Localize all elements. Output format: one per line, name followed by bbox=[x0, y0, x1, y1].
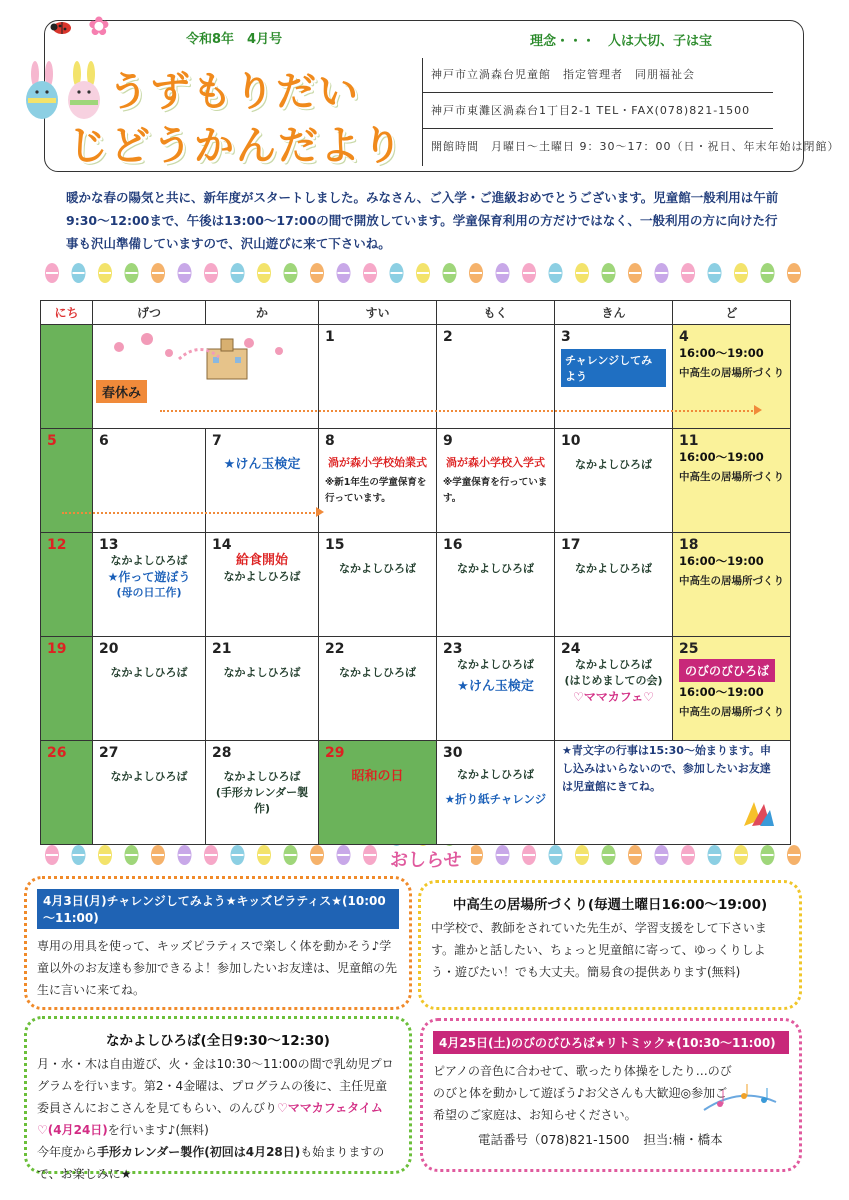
flower-icon: ✿ bbox=[88, 12, 110, 42]
day-cell bbox=[673, 325, 791, 429]
event-label: ★けん玉検定 bbox=[223, 457, 301, 472]
day-cell bbox=[206, 429, 319, 533]
event-label: なかよしひろば bbox=[575, 458, 652, 471]
day-number: 13 bbox=[99, 537, 119, 553]
day-cell bbox=[206, 637, 319, 741]
event-time: 16:00～19:00 bbox=[679, 346, 764, 360]
easter-egg-border bbox=[40, 262, 810, 284]
notices-title: おしらせ bbox=[380, 846, 471, 872]
spring-break-arrow bbox=[62, 512, 318, 514]
day-cell bbox=[206, 533, 319, 637]
day-number: 10 bbox=[561, 433, 581, 449]
event-time: 16:00～19:00 bbox=[679, 685, 764, 699]
day-cell bbox=[93, 429, 206, 533]
day-cell bbox=[437, 325, 555, 429]
day-cell bbox=[41, 533, 93, 637]
day-cell bbox=[319, 325, 437, 429]
calendar-week-1 bbox=[41, 325, 791, 429]
day-cell bbox=[555, 637, 673, 741]
spring-break-cell bbox=[93, 325, 319, 429]
event-label: (母の日工作) bbox=[116, 586, 182, 599]
notice-text: も始まりますので、お楽しみに★ bbox=[37, 1145, 385, 1181]
facility-name: 神戸市立渦森台児童館 指定管理者 同朋福祉会 bbox=[431, 68, 695, 81]
opening-hours: 開館時間 月曜日～土曜日 9：30～17：00（日・祝日、年末年始は閉館） bbox=[431, 140, 840, 153]
day-cell bbox=[319, 741, 437, 845]
music-notes-icon bbox=[700, 1080, 780, 1116]
facility-info bbox=[422, 58, 840, 166]
event-label: なかよしひろば bbox=[575, 658, 652, 671]
day-cell bbox=[41, 325, 93, 429]
event-label: (はじめましての会) bbox=[564, 674, 663, 687]
day-cell bbox=[673, 429, 791, 533]
bunny-egg-icon bbox=[64, 60, 104, 120]
event-note: ※新1年生の学童保育を行っています。 bbox=[325, 477, 427, 504]
event-label: なかよしひろば bbox=[223, 666, 301, 679]
event-label: 渦が森小学校入学式 bbox=[446, 456, 545, 469]
notice-kids-pilates bbox=[24, 876, 412, 1010]
newsletter-title-line2: じどうかんだより bbox=[68, 123, 404, 169]
day-cell bbox=[319, 429, 437, 533]
notice-teen-space bbox=[418, 880, 802, 1010]
day-cell bbox=[673, 637, 791, 741]
day-number: 6 bbox=[99, 433, 109, 449]
notice-body: ピアノの音色に合わせて、歌ったり体操をしたり…のびのびと体を動かして遊ぼう♪お父さんも大歓迎◎参加ご希望のご家庭は、お知らせください。 bbox=[433, 1064, 732, 1122]
event-label: 中高生の居場所づくり bbox=[679, 575, 784, 587]
facility-address: 神戸市東灘区渦森台1丁目2-1 TEL・FAX(078)821-1500 bbox=[431, 104, 751, 117]
day-number: 20 bbox=[99, 641, 119, 657]
day-number: 16 bbox=[443, 537, 463, 553]
notice-text: を行います♪(無料) bbox=[107, 1123, 209, 1137]
blue-event-note: ★青文字の行事は15:30～始まります。申し込みはいらないので、参加したいお友達は児童館にきてね。 bbox=[562, 744, 771, 793]
contact-phone: 電話番号（078)821-1500 bbox=[478, 1132, 630, 1147]
notice-nakayoshi-hiroba bbox=[24, 1016, 412, 1181]
day-number: 21 bbox=[212, 641, 232, 657]
event-note: ※学童保育を行っています。 bbox=[443, 477, 548, 504]
day-cell bbox=[93, 533, 206, 637]
calendar-week-3 bbox=[41, 533, 791, 637]
day-number: 17 bbox=[561, 537, 581, 553]
day-number: 26 bbox=[47, 745, 67, 761]
calendar-week-4 bbox=[41, 637, 791, 741]
contact-person: 担当:楠・橋本 bbox=[643, 1132, 723, 1147]
event-label: なかよしひろば bbox=[575, 562, 652, 575]
day-number: 22 bbox=[325, 641, 345, 657]
day-number: 18 bbox=[679, 537, 699, 553]
event-label: なかよしひろば bbox=[339, 562, 416, 575]
day-cell bbox=[206, 741, 319, 845]
day-cell bbox=[93, 637, 206, 741]
holiday-label: 昭和の日 bbox=[351, 769, 404, 784]
notice-heading: なかよしひろば(全日9:30～12:30) bbox=[106, 1033, 330, 1049]
spring-break-label: 春休み bbox=[96, 380, 147, 403]
event-label: なかよしひろば bbox=[223, 770, 301, 783]
weekday-sat: ど bbox=[673, 301, 791, 325]
mama-cafe-highlight: ♡ママカフェタイム♡(4月24日) bbox=[37, 1101, 383, 1137]
day-cell bbox=[319, 637, 437, 741]
origami-icon bbox=[740, 798, 776, 828]
day-cell bbox=[437, 429, 555, 533]
weekday-sun: にち bbox=[41, 301, 93, 325]
divider bbox=[423, 92, 773, 93]
event-label: ★作って遊ぼう bbox=[107, 570, 191, 584]
motto-label: 理念・・・ 人は大切、子は宝 bbox=[530, 34, 713, 49]
day-cell bbox=[319, 533, 437, 637]
day-number: 29 bbox=[325, 745, 345, 761]
day-number: 28 bbox=[212, 745, 232, 761]
event-label: なかよしひろば bbox=[457, 658, 534, 671]
day-number: 19 bbox=[47, 641, 67, 657]
day-cell bbox=[437, 533, 555, 637]
issue-label: 令和8年 4月号 bbox=[186, 32, 283, 47]
notice-body bbox=[37, 1053, 399, 1185]
arrow-head-icon bbox=[316, 507, 324, 517]
event-time: 16:00～19:00 bbox=[679, 450, 764, 464]
day-number: 5 bbox=[47, 433, 57, 449]
weekday-wed: すい bbox=[319, 301, 437, 325]
day-number: 25 bbox=[679, 641, 699, 657]
notice-heading: 4月3日(月)チャレンジしてみよう★キッズピラティス★(10:00～11:00) bbox=[37, 889, 399, 929]
day-cell bbox=[555, 429, 673, 533]
event-label: なかよしひろば bbox=[110, 554, 188, 567]
day-number: 4 bbox=[679, 329, 689, 345]
event-badge: チャレンジしてみよう bbox=[561, 349, 666, 387]
arrow-head-icon bbox=[754, 405, 762, 415]
weekday-tue: か bbox=[206, 301, 319, 325]
notice-body: 専用の用具を使って、キッズピラティスで楽しく体を動かそう♪学童以外のお友達も参加できるよ！参加したいお友達は、児童館の先生に言いに来てね。 bbox=[37, 939, 398, 997]
day-cell bbox=[555, 533, 673, 637]
notice-text: 月・水・木は自由遊び、火・金は10:30～11:00の間で乳幼児プログラムを行います。第2・4金曜は、プログラムの後に、主任児童委員さんにおこさんを見てもらい、のんびり bbox=[37, 1057, 394, 1115]
event-label: ★けん玉検定 bbox=[457, 679, 534, 694]
day-number: 9 bbox=[443, 433, 453, 449]
day-cell bbox=[437, 741, 555, 845]
day-number: 12 bbox=[47, 537, 67, 553]
spring-break-arrow bbox=[160, 410, 756, 412]
day-number: 23 bbox=[443, 641, 463, 657]
handprint-calendar-highlight: 手形カレンダー製作(初回は4月28日) bbox=[97, 1145, 301, 1159]
event-label: (手形カレンダー製作) bbox=[215, 786, 309, 815]
day-cell bbox=[41, 637, 93, 741]
weekday-header-row bbox=[41, 301, 791, 325]
event-label: なかよしひろば bbox=[457, 768, 534, 781]
day-number: 30 bbox=[443, 745, 463, 761]
event-label: なかよしひろば bbox=[457, 562, 534, 575]
event-label: 渦が森小学校始業式 bbox=[328, 456, 427, 469]
day-number: 15 bbox=[325, 537, 345, 553]
ladybug-icon bbox=[50, 20, 72, 34]
intro-paragraph: 暖かな春の陽気と共に、新年度がスタートしました。みなさん、ご入学・ご進級おめでとうございます。児童館一般利用は午前9:30～12:00まで、午後は13:00～17:00の間で開放しています。学童保育利用の方だけではなく、一般利用の方に向けた行事も沢山準備していますので、沢山遊びに来て下さいね。 bbox=[66, 190, 779, 251]
event-label: 給食開始 bbox=[235, 553, 288, 568]
day-number: 27 bbox=[99, 745, 119, 761]
notice-text: 今年度から bbox=[37, 1145, 98, 1159]
event-label: 中高生の居場所づくり bbox=[679, 471, 784, 483]
day-cell bbox=[673, 533, 791, 637]
event-label: 中高生の居場所づくり bbox=[679, 706, 784, 718]
event-badge: のびのびひろば bbox=[679, 659, 775, 682]
day-number: 2 bbox=[443, 329, 453, 345]
event-label: なかよしひろば bbox=[223, 570, 301, 583]
event-label: なかよしひろば bbox=[110, 770, 188, 783]
weekday-mon: げつ bbox=[93, 301, 206, 325]
notice-heading: 4月25日(土)のびのびひろば★リトミック★(10:30～11:00) bbox=[433, 1031, 789, 1054]
notice-heading: 中高生の居場所づくり(毎週土曜日16:00～19:00) bbox=[452, 897, 768, 913]
divider bbox=[423, 128, 773, 129]
event-label: 中高生の居場所づくり bbox=[679, 367, 784, 379]
newsletter-title-line1: うずもりだい bbox=[108, 69, 360, 115]
notice-body: 中学校で、教師をされていた先生が、学習支援をして下さいます。誰かと話したい、ちょっと児童館に寄って、ゆっくりしよう・遊びたい！でも大丈夫。簡易食の提供あります(無料) bbox=[431, 921, 767, 979]
day-number: 7 bbox=[212, 433, 222, 449]
day-cell bbox=[437, 637, 555, 741]
day-number: 24 bbox=[561, 641, 581, 657]
calendar-week-2 bbox=[41, 429, 791, 533]
day-cell bbox=[41, 429, 93, 533]
weekday-thu: もく bbox=[437, 301, 555, 325]
event-time: 16:00～19:00 bbox=[679, 554, 764, 568]
event-label: なかよしひろば bbox=[110, 666, 188, 679]
day-cell bbox=[555, 325, 673, 429]
event-label: ★折り紙チャレンジ bbox=[444, 792, 547, 806]
event-label: ♡ママカフェ♡ bbox=[573, 690, 654, 704]
contact-line bbox=[478, 1130, 723, 1148]
day-number: 3 bbox=[561, 329, 571, 345]
event-label: なかよしひろば bbox=[339, 666, 416, 679]
day-number: 11 bbox=[679, 433, 699, 449]
day-number: 1 bbox=[325, 329, 335, 345]
day-number: 8 bbox=[325, 433, 335, 449]
day-cell bbox=[93, 741, 206, 845]
day-number: 14 bbox=[212, 537, 232, 553]
day-cell bbox=[41, 741, 93, 845]
weekday-fri: きん bbox=[555, 301, 673, 325]
bunny-egg-icon bbox=[22, 60, 62, 120]
